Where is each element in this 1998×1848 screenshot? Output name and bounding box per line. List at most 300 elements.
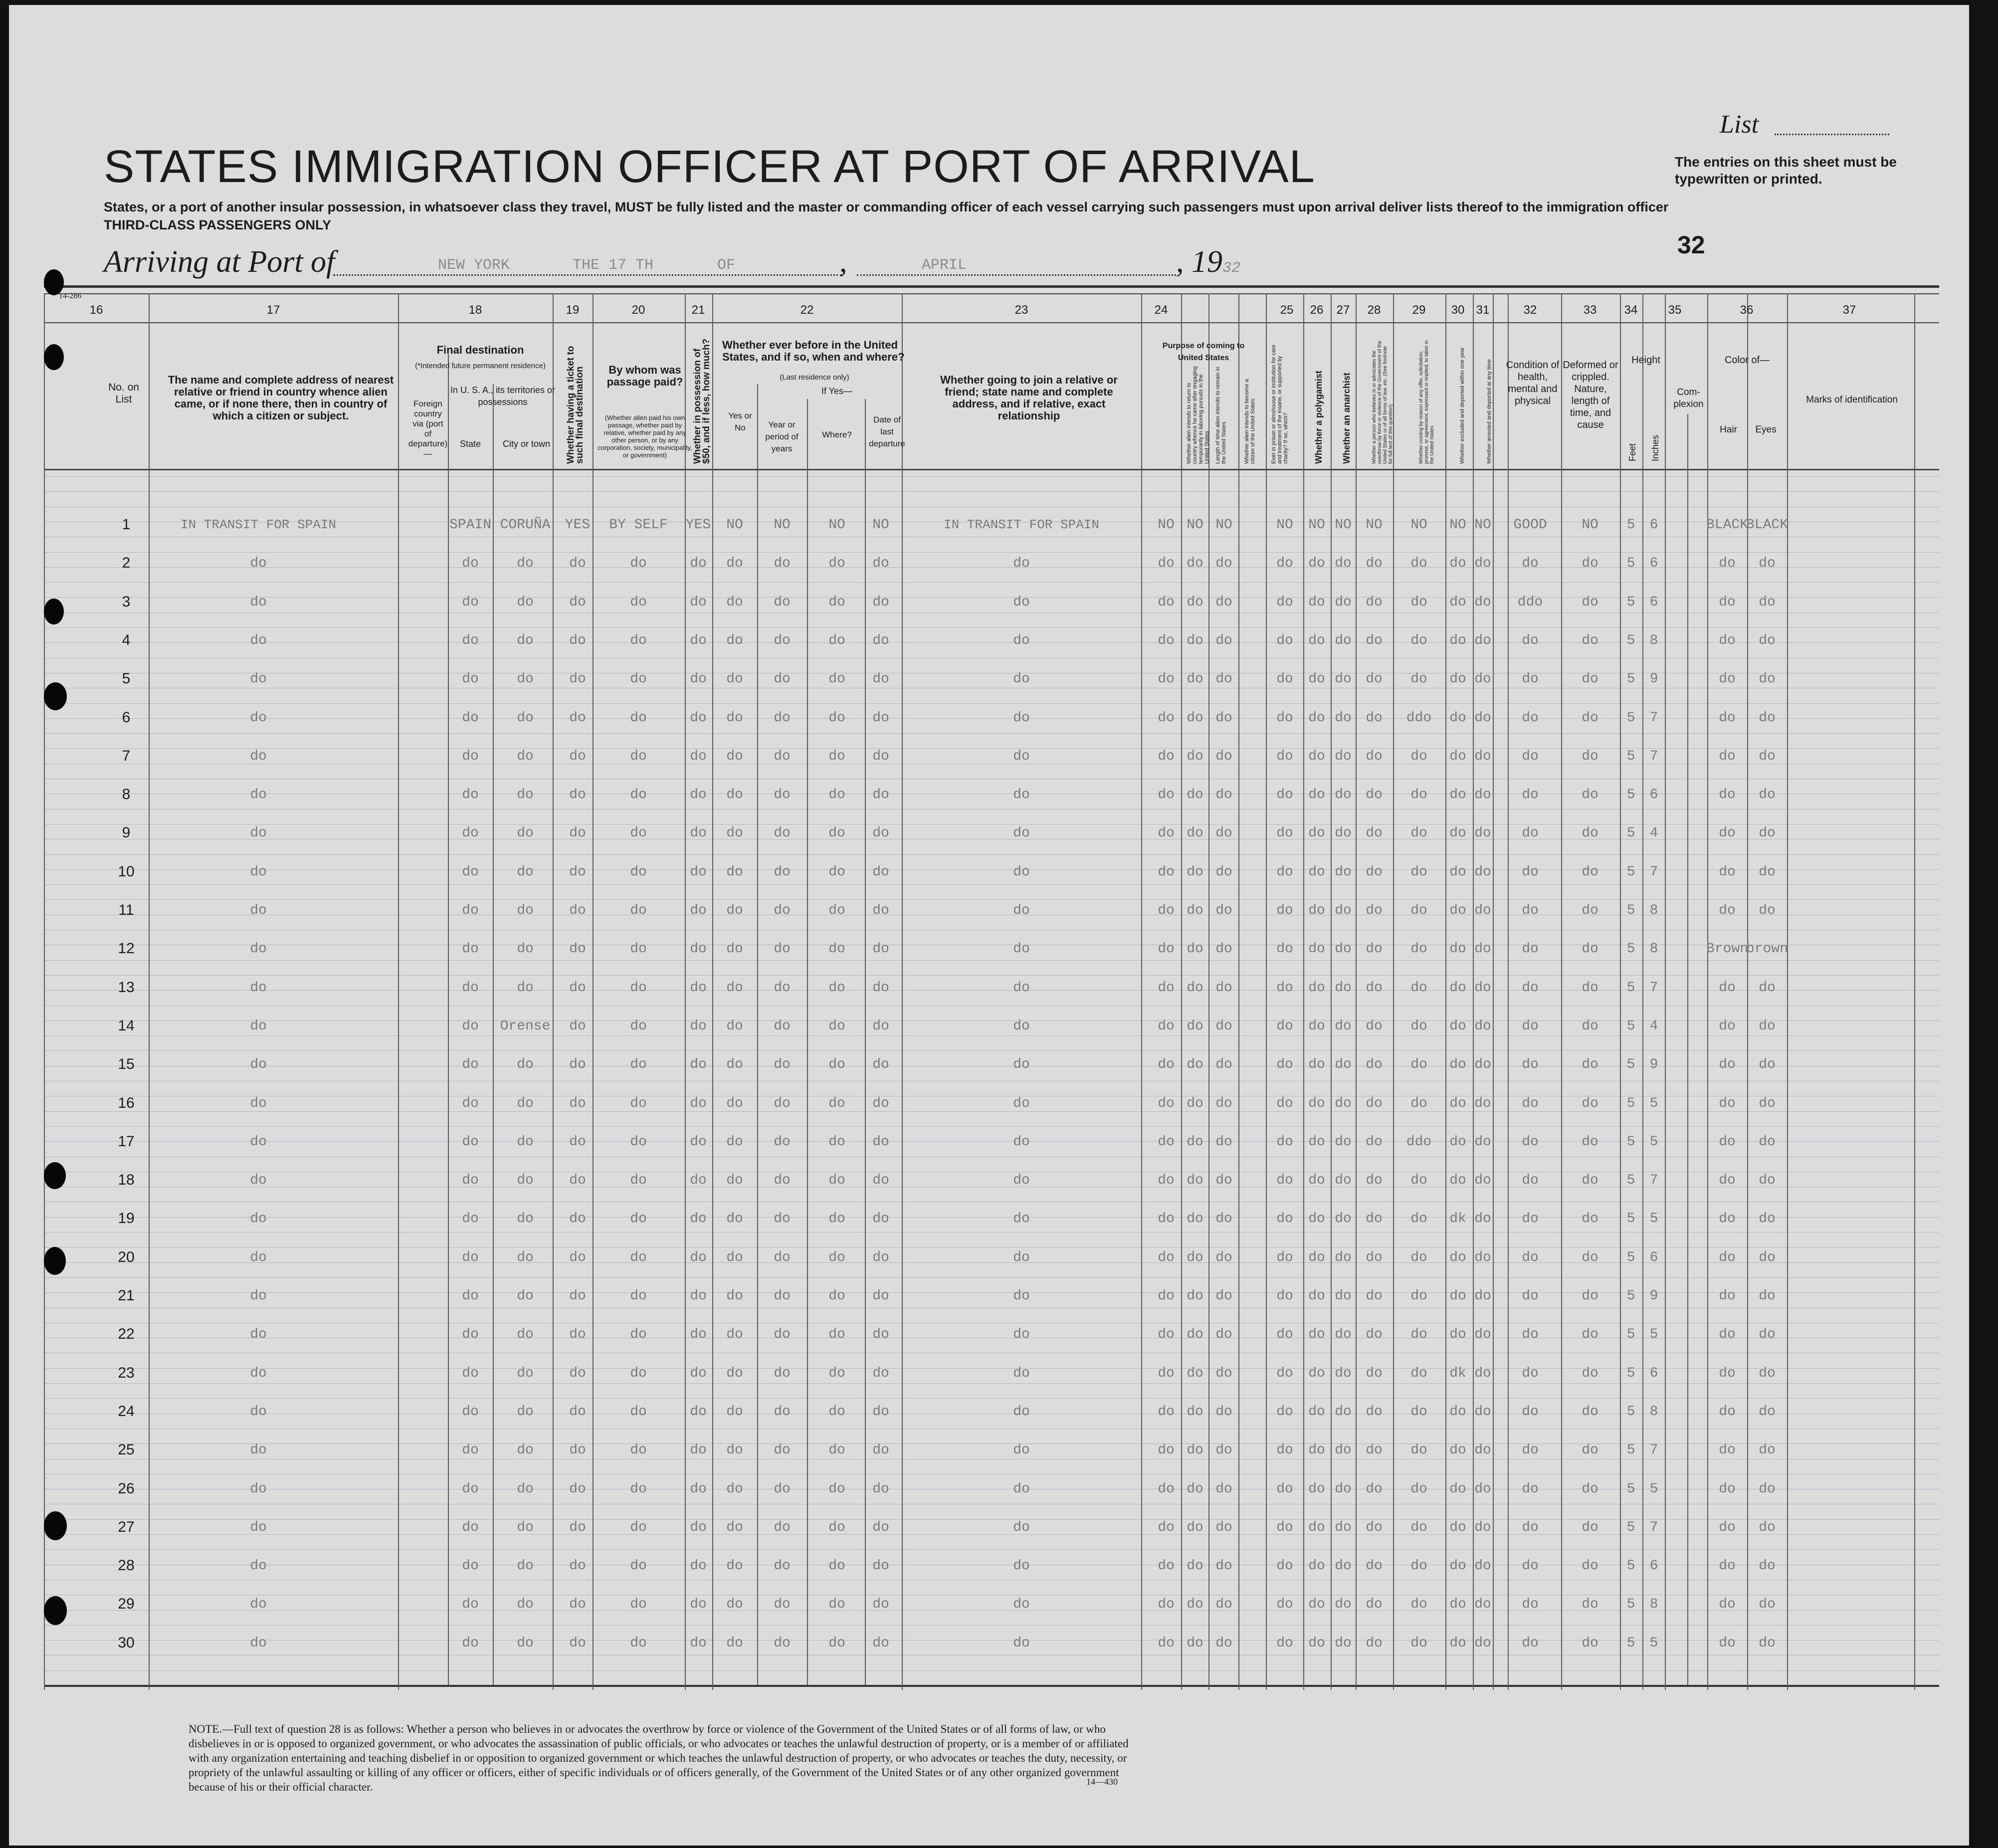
cell-c21: do [690, 1095, 707, 1111]
col36-eyes: Eyes [1755, 424, 1777, 435]
cell-c19: do [569, 1134, 586, 1150]
col24-header: Purpose of coming to United States [1162, 342, 1245, 362]
cell-c18b: do [517, 671, 534, 687]
cell-c36a: do [1719, 1481, 1736, 1497]
cell-c19: do [569, 825, 586, 841]
cell-c24c: do [1215, 1404, 1232, 1420]
cell-c21: do [690, 1327, 707, 1343]
cell-c29: do [1410, 1481, 1427, 1497]
column-number: 25 [1280, 303, 1294, 317]
ruled-line [44, 1670, 1939, 1671]
cell-c29: do [1410, 1635, 1427, 1651]
cell-c24c: do [1215, 1057, 1232, 1073]
cell-c24c: do [1215, 1018, 1232, 1034]
col21-header: Whether in possession of $50, and if less, how much? [692, 338, 712, 464]
cell-c31: do [1474, 594, 1491, 610]
col22-note: (Last residence only) [780, 373, 849, 382]
cell-c23: do [1013, 1365, 1030, 1381]
cell-c18a: do [462, 1404, 479, 1420]
cell-c30: do [1449, 1481, 1466, 1497]
column-rule [1303, 293, 1304, 1690]
cell-c24a: do [1158, 1442, 1175, 1458]
cell-c32: do [1522, 825, 1539, 841]
cell-c19: do [569, 710, 586, 726]
cell-c21: do [690, 710, 707, 726]
cell-c31: do [1474, 864, 1491, 880]
cell-c36b: do [1759, 1327, 1776, 1343]
cell-c20: do [630, 1442, 647, 1458]
cell-c24b: do [1187, 1365, 1203, 1381]
cell-c22a: do [726, 980, 743, 996]
cell-c30: do [1449, 632, 1466, 648]
cell-c29: do [1410, 980, 1427, 996]
cell-c28: do [1366, 1134, 1383, 1150]
col34-header: Height [1631, 355, 1660, 366]
cell-c23: do [1013, 1057, 1030, 1073]
cell-c36b: do [1759, 632, 1776, 648]
cell-c33: do [1582, 1558, 1598, 1574]
cell-c36b: do [1759, 556, 1776, 572]
cell-c18a: do [462, 1018, 479, 1034]
cell-c36b: do [1759, 1134, 1776, 1150]
cell-c24a: do [1158, 1519, 1175, 1535]
cell-c29: do [1410, 1249, 1427, 1265]
cell-c27: NO [1335, 517, 1352, 533]
cell-in: 4 [1649, 825, 1658, 841]
ruled-line [44, 899, 1939, 900]
cell-c32: do [1522, 903, 1539, 918]
row-number: 8 [122, 786, 131, 803]
row-number: 4 [122, 631, 131, 648]
cell-c27: do [1335, 1442, 1352, 1458]
cell-ft: 5 [1626, 1018, 1635, 1034]
cell-c25: do [1276, 980, 1293, 996]
row-number: 10 [118, 863, 135, 880]
cell-c27: do [1335, 941, 1352, 957]
cell-c22d: do [872, 864, 889, 880]
cell-c32: do [1522, 1558, 1539, 1574]
cell-c36a: do [1719, 1365, 1736, 1381]
cell-c24c: do [1215, 1635, 1232, 1651]
cell-c17: do [250, 1249, 267, 1265]
cell-c23: do [1013, 1288, 1030, 1304]
cell-c32: do [1522, 748, 1539, 764]
ruled-line [44, 809, 1939, 810]
cell-c22b: do [774, 1057, 791, 1073]
cell-in: 7 [1649, 1442, 1658, 1458]
cell-c28: do [1366, 1365, 1383, 1381]
cell-c24c: do [1215, 825, 1232, 841]
cell-c20: do [630, 1057, 647, 1073]
cell-c27: do [1335, 748, 1352, 764]
cell-c22c: do [828, 941, 845, 957]
cell-c24a: do [1158, 1095, 1175, 1111]
row-number: 22 [118, 1326, 135, 1343]
cell-c26: do [1308, 671, 1325, 687]
cell-c23: do [1013, 941, 1030, 957]
cell-c25: do [1276, 1481, 1293, 1497]
cell-c29: ddo [1406, 710, 1432, 726]
cell-c28: do [1366, 1635, 1383, 1651]
class-line: THIRD-CLASS PASSENGERS ONLY [104, 217, 332, 232]
cell-c31: do [1474, 1173, 1491, 1189]
cell-c31: do [1474, 710, 1491, 726]
cell-c22d: do [872, 748, 889, 764]
cell-c36b: do [1759, 671, 1776, 687]
cell-c33: do [1582, 1597, 1598, 1613]
cell-in: 7 [1649, 980, 1658, 996]
ruled-line [44, 975, 1939, 976]
row-number: 25 [118, 1441, 135, 1458]
cell-c28: NO [1366, 517, 1383, 533]
row-number: 19 [118, 1210, 135, 1227]
cell-c22c: NO [828, 517, 845, 533]
cell-c24a: do [1158, 1288, 1175, 1304]
cell-c25: do [1276, 1519, 1293, 1535]
cell-c31: do [1474, 1018, 1491, 1034]
port-value: NEW YORK [438, 257, 510, 274]
cell-c24c: do [1215, 671, 1232, 687]
cell-c17: do [250, 1481, 267, 1497]
cell-c24b: do [1187, 1057, 1203, 1073]
cell-c22d: do [872, 594, 889, 610]
cell-c23: do [1013, 1597, 1030, 1613]
cell-c36b: do [1759, 1442, 1776, 1458]
col22-header: Whether ever before in the United States, and if so, when and where? [722, 339, 905, 363]
cell-c24a: do [1158, 1365, 1175, 1381]
column-number: 16 [89, 303, 103, 317]
row-number: 14 [118, 1017, 135, 1034]
column-number: 20 [631, 303, 645, 317]
column-rule [1141, 293, 1142, 1690]
cell-c18a: do [462, 1558, 479, 1574]
column-number: 18 [468, 303, 482, 317]
column-number: 24 [1154, 303, 1168, 317]
cell-c29: do [1410, 1442, 1427, 1458]
cell-c24a: do [1158, 671, 1175, 687]
cell-c27: do [1335, 1597, 1352, 1613]
cell-c22d: do [872, 1365, 889, 1381]
year-prefix: 19 [1192, 245, 1222, 279]
cell-c30: do [1449, 1288, 1466, 1304]
cell-ft: 5 [1626, 594, 1635, 610]
cell-ft: 5 [1626, 1173, 1635, 1189]
cell-c20: do [630, 1519, 647, 1535]
cell-c30: do [1449, 825, 1466, 841]
col34-feet: Feet [1627, 443, 1637, 461]
cell-c22a: do [726, 1597, 743, 1613]
ruled-line [44, 627, 1939, 628]
cell-c22d: do [872, 1597, 889, 1613]
cell-c24a: NO [1158, 517, 1175, 533]
cell-c36b: do [1759, 1519, 1776, 1535]
cell-c33: do [1582, 1211, 1598, 1227]
cell-c30: do [1449, 864, 1466, 880]
cell-c22a: do [726, 1365, 743, 1381]
cell-c27: do [1335, 1481, 1352, 1497]
cell-in: 8 [1649, 1597, 1658, 1613]
cell-c20: do [630, 825, 647, 841]
cell-in: 9 [1649, 1057, 1658, 1073]
cell-c28: do [1366, 980, 1383, 996]
cell-c18a: do [462, 1597, 479, 1613]
cell-c36a: do [1719, 1095, 1736, 1111]
cell-c20: do [630, 1404, 647, 1420]
cell-c22c: do [828, 1442, 845, 1458]
cell-c24a: do [1158, 1249, 1175, 1265]
row-number: 18 [118, 1172, 135, 1189]
cell-c33: do [1582, 710, 1598, 726]
cell-c22d: do [872, 980, 889, 996]
cell-c36b: do [1759, 1404, 1776, 1420]
cell-c24c: do [1215, 1095, 1232, 1111]
cell-c22c: do [828, 556, 845, 572]
cell-c23: do [1013, 864, 1030, 880]
cell-c22d: do [872, 1288, 889, 1304]
cell-c18b: do [517, 710, 534, 726]
cell-c26: do [1308, 1442, 1325, 1458]
column-rule [398, 293, 399, 1690]
cell-c25: do [1276, 1635, 1293, 1651]
cell-c25: do [1276, 1327, 1293, 1343]
row-number: 24 [118, 1403, 135, 1420]
cell-c26: do [1308, 1134, 1325, 1150]
cell-in: 6 [1649, 1365, 1658, 1381]
cell-c21: do [690, 1365, 707, 1381]
col30-header: Whether excluded and deported within one year [1459, 347, 1465, 464]
cell-c23: do [1013, 1635, 1030, 1651]
cell-c29: do [1410, 1404, 1427, 1420]
row-number: 29 [118, 1596, 135, 1613]
col18-city: City or town [502, 439, 551, 449]
cell-c24c: do [1215, 1173, 1232, 1189]
cell-c20: do [630, 1635, 647, 1651]
cell-c27: do [1335, 980, 1352, 996]
row-number: 2 [122, 555, 131, 572]
cell-ft: 5 [1626, 517, 1635, 533]
cell-c26: do [1308, 1519, 1325, 1535]
cell-c28: do [1366, 1018, 1383, 1034]
cell-c30: do [1449, 710, 1466, 726]
cell-c36b: do [1759, 787, 1776, 803]
cell-c22a: do [726, 1404, 743, 1420]
cell-in: 7 [1649, 710, 1658, 726]
cell-c30: do [1449, 1018, 1466, 1034]
cell-c18a: do [462, 1173, 479, 1189]
cell-c21: do [690, 556, 707, 572]
cell-c26: do [1308, 1095, 1325, 1111]
cell-c19: do [569, 1095, 586, 1111]
ruled-line [44, 1277, 1939, 1278]
cell-c22c: do [828, 1481, 845, 1497]
column-rule [1473, 293, 1474, 1690]
cell-c24b: do [1187, 710, 1203, 726]
cell-c30: do [1449, 1057, 1466, 1073]
list-label: List [1720, 110, 1759, 139]
cell-c26: do [1308, 903, 1325, 918]
cell-c22c: do [828, 1134, 845, 1150]
cell-c18a: do [462, 671, 479, 687]
cell-c20: do [630, 594, 647, 610]
cell-c28: do [1366, 787, 1383, 803]
cell-c22c: do [828, 1249, 845, 1265]
cell-c25: do [1276, 941, 1293, 957]
cell-c26: do [1308, 710, 1325, 726]
cell-c32: do [1522, 1442, 1539, 1458]
cell-c30: do [1449, 980, 1466, 996]
cell-c17: do [250, 632, 267, 648]
arriving-line [104, 244, 335, 280]
header-bottom-border [44, 469, 1939, 470]
cell-c24a: do [1158, 632, 1175, 648]
cell-c21: do [690, 1404, 707, 1420]
cell-c20: do [630, 1211, 647, 1227]
col23-header: Whether going to join a relative or friend; state name and complete address, and if relative, exact relationship [940, 374, 1118, 422]
cell-c32: do [1522, 1173, 1539, 1189]
month-dotted-line [857, 274, 1176, 276]
cell-c25: do [1276, 1442, 1293, 1458]
cell-c33: do [1582, 632, 1598, 648]
cell-c36a: do [1719, 556, 1736, 572]
cell-c24a: do [1158, 980, 1175, 996]
cell-c33: do [1582, 1288, 1598, 1304]
cell-c18a: do [462, 941, 479, 957]
column-number: 31 [1476, 303, 1490, 317]
ruled-line [44, 1126, 1939, 1127]
cell-c22b: do [774, 864, 791, 880]
column-rule [1393, 293, 1394, 1690]
cell-c23: do [1013, 1211, 1030, 1227]
cell-c24c: do [1215, 1211, 1232, 1227]
cell-c21: do [690, 1288, 707, 1304]
cell-c19: do [569, 1173, 586, 1189]
ruled-line [44, 960, 1939, 961]
cell-c36b: do [1759, 825, 1776, 841]
cell-in: 5 [1649, 1327, 1658, 1343]
cell-c18b: do [517, 1095, 534, 1111]
cell-c36b: do [1759, 1173, 1776, 1189]
cell-c19: do [569, 1558, 586, 1574]
cell-c20: do [630, 1249, 647, 1265]
cell-in: 8 [1649, 941, 1658, 957]
cell-c25: do [1276, 556, 1293, 572]
cell-c17: do [250, 1404, 267, 1420]
punch-hole [44, 1162, 66, 1189]
cell-c21: do [690, 980, 707, 996]
subtitle: States, or a port of another insular possession, in whatsoever class they travel, MUST be fully listed and the master or commanding officer of each vessel carrying such passengers must upon arrival deliver lists thereof to the immigration officer [104, 200, 1669, 214]
cell-c22b: do [774, 1327, 791, 1343]
cell-c17: do [250, 1635, 267, 1651]
cell-c24b: do [1187, 825, 1203, 841]
cell-c22c: do [828, 1404, 845, 1420]
cell-c24c: do [1215, 632, 1232, 648]
cell-c22c: do [828, 980, 845, 996]
cell-c22a: do [726, 1249, 743, 1265]
ruled-line [44, 1050, 1939, 1051]
cell-c22d: do [872, 710, 889, 726]
cell-c18a: do [462, 1327, 479, 1343]
cell-c22b: do [774, 594, 791, 610]
cell-c30: do [1449, 1635, 1466, 1651]
column-rule [1787, 293, 1788, 1690]
cell-c21: do [690, 1597, 707, 1613]
col25-header: Ever in prison or almshouse or institution for care and treatment of the insane, or supported by charity? If so, which? [1271, 344, 1289, 464]
cell-c22d: do [872, 825, 889, 841]
col32-header: Condition of health, mental and physical [1506, 360, 1560, 407]
cell-c17: do [250, 1327, 267, 1343]
cell-c31: do [1474, 941, 1491, 957]
cell-c23: do [1013, 787, 1030, 803]
sub-column-rule [1687, 414, 1688, 1685]
cell-ft: 5 [1626, 1057, 1635, 1073]
cell-c24c: do [1215, 787, 1232, 803]
cell-c25: do [1276, 864, 1293, 880]
ruled-line [44, 491, 1939, 492]
cell-c28: do [1366, 1249, 1383, 1265]
cell-c19: do [569, 594, 586, 610]
cell-c22a: do [726, 710, 743, 726]
cell-c20: do [630, 1095, 647, 1111]
col33-header: Deformed or crippled. Nature, length of time, and cause [1563, 360, 1618, 430]
cell-c30: do [1449, 1442, 1466, 1458]
col16-header: No. on List [108, 382, 139, 405]
cell-c20: do [630, 1327, 647, 1343]
cell-c31: do [1474, 1249, 1491, 1265]
cell-c17: do [250, 1442, 267, 1458]
cell-c22b: do [774, 1134, 791, 1150]
col24-a: Whether alien intends to return to country whence he came after engaging temporarily in laboring pursuits in the United States [1186, 366, 1210, 464]
cell-c19: do [569, 748, 586, 764]
cell-c22c: do [828, 1327, 845, 1343]
port-dotted-line [333, 274, 842, 276]
cell-c24b: do [1187, 1519, 1203, 1535]
cell-c17: do [250, 1134, 267, 1150]
cell-c22d: do [872, 1018, 889, 1034]
cell-c24b: do [1187, 1597, 1203, 1613]
punch-hole [44, 269, 64, 295]
cell-c29: do [1410, 864, 1427, 880]
cell-c24c: do [1215, 1597, 1232, 1613]
form-number: 14—430 [1086, 1777, 1118, 1787]
punch-hole [44, 599, 64, 624]
col37-header: Marks of identification [1806, 395, 1898, 405]
cell-c20: do [630, 710, 647, 726]
cell-c22a: do [726, 1211, 743, 1227]
cell-c24a: do [1158, 1173, 1175, 1189]
punch-hole [44, 1596, 67, 1625]
cell-c33: do [1582, 1635, 1598, 1651]
arriving-label: Arriving at Port of [104, 245, 335, 279]
cell-c26: do [1308, 1365, 1325, 1381]
col18-usa: In U. S. A., its territories or possessions [450, 385, 556, 407]
cell-c26: do [1308, 1481, 1325, 1497]
cell-c21: do [690, 594, 707, 610]
cell-ft: 5 [1626, 1134, 1635, 1150]
cell-c36a: do [1719, 748, 1736, 764]
cell-c32: do [1522, 1288, 1539, 1304]
cell-c22a: do [726, 1095, 743, 1111]
cell-c36b: BLACK [1746, 517, 1789, 533]
cell-c28: do [1366, 748, 1383, 764]
cell-c29: NO [1410, 517, 1427, 533]
cell-c22a: do [726, 1481, 743, 1497]
cell-c22d: do [872, 671, 889, 687]
cell-c36b: do [1759, 748, 1776, 764]
cell-in: 6 [1649, 787, 1658, 803]
cell-c22b: do [774, 1442, 791, 1458]
cell-c19: do [569, 671, 586, 687]
cell-c36b: do [1759, 594, 1776, 610]
